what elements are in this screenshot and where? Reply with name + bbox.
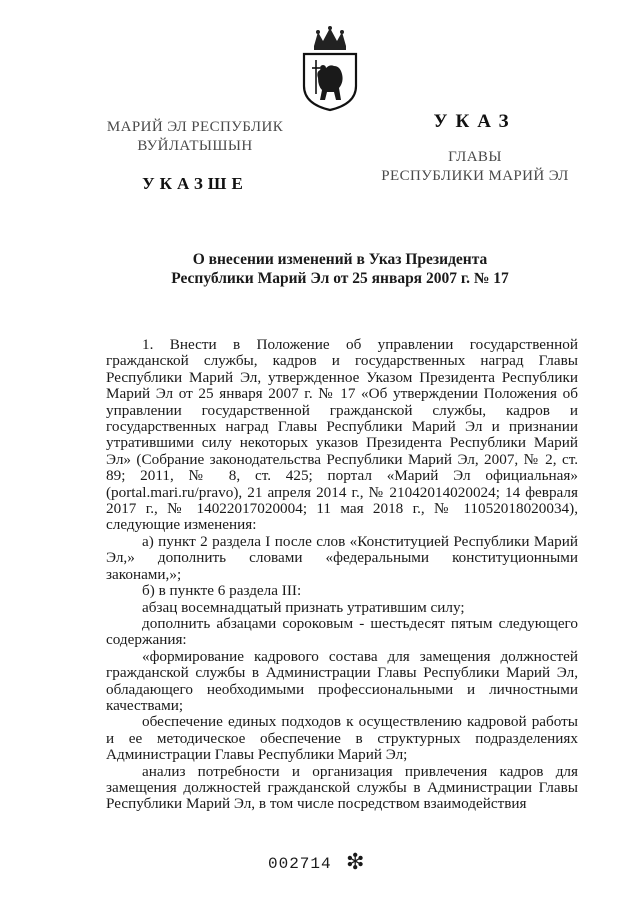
coat-of-arms-emblem [296, 24, 364, 112]
header-right [360, 112, 590, 186]
paragraph-1: 1. Внести в Положение об управлении государственной гражданской службы, кадров и государственных наград Главы Республики Марий Эл, утвержденное Указом Президента Республики Марий Эл от 25 января 2007 г. № 17 «Об утверждении Положения об управлении государственной гражданской службы, кадров и государственных наград Главы Республики Марий Эл и признании утратившими силу некоторых указов Президента Республики Марий Эл» (Собрание законодательства Республики Марий Эл, 2007, № 2, ст. 89; 2011, № 8, ст. 425; портал «Марий Эл официальная» (portal.mari.ru/pravo), 21 апреля 2014 г., № 21042014020024; 14 февраля 2017 г., № 14022017020004; 11 мая 2018 г., № 11052018020034), следующие изменения: [106, 336, 578, 534]
paragraph-2: а) пункт 2 раздела I после слов «Конституцией Республики Марий Эл,» дополнить словами «федеральными конституционными законами,»; [106, 532, 578, 583]
document-title [100, 250, 580, 288]
header-right-line2: РЕСПУБЛИКИ МАРИЙ ЭЛ [381, 168, 569, 184]
document-body [106, 337, 578, 813]
document-title-line1: О внесении изменений в Указ Президента [192, 251, 488, 268]
header-right-line1: ГЛАВЫ [448, 149, 502, 165]
header-left-line1: МАРИЙ ЭЛ РЕСПУБЛИК [106, 119, 284, 135]
paragraph-7: обеспечение единых подходов к осуществлению кадровой работы и ее методическое обеспечение в структурных подразделениях Администрации Главы Республики Марий Эл; [106, 713, 578, 764]
serial-number: 002714 [268, 855, 332, 873]
header-left-line2: ВУЙЛАТЫШЫН [137, 138, 253, 154]
paragraph-4: абзац восемнадцатый признать утратившим силу; [142, 598, 465, 616]
header-right-doc-type: УКАЗ [433, 111, 517, 132]
paragraph-5: дополнить абзацами сороковым - шестьдесят пятым следующего содержания: [106, 614, 578, 649]
asterisk-mark-icon: ❇ [346, 849, 365, 874]
paragraph-8: анализ потребности и организация привлечения кадров для замещения должностей гражданской службы в Администрации Главы Республики Марий Эл, в том числе посредством взаимодействия [106, 762, 578, 813]
header-left [100, 118, 290, 193]
header-left-doc-type: УКАЗШЕ [142, 174, 248, 193]
paragraph-6: «формирование кадрового состава для замещения должностей гражданской службы в Администрации Главы Республики Марий Эл, обладающего необходимыми профессиональными и личностными качествами; [106, 647, 578, 714]
document-title-line2: Республики Марий Эл от 25 января 2007 г. № 17 [171, 270, 509, 287]
paragraph-3: б) в пункте 6 раздела III: [142, 582, 302, 600]
